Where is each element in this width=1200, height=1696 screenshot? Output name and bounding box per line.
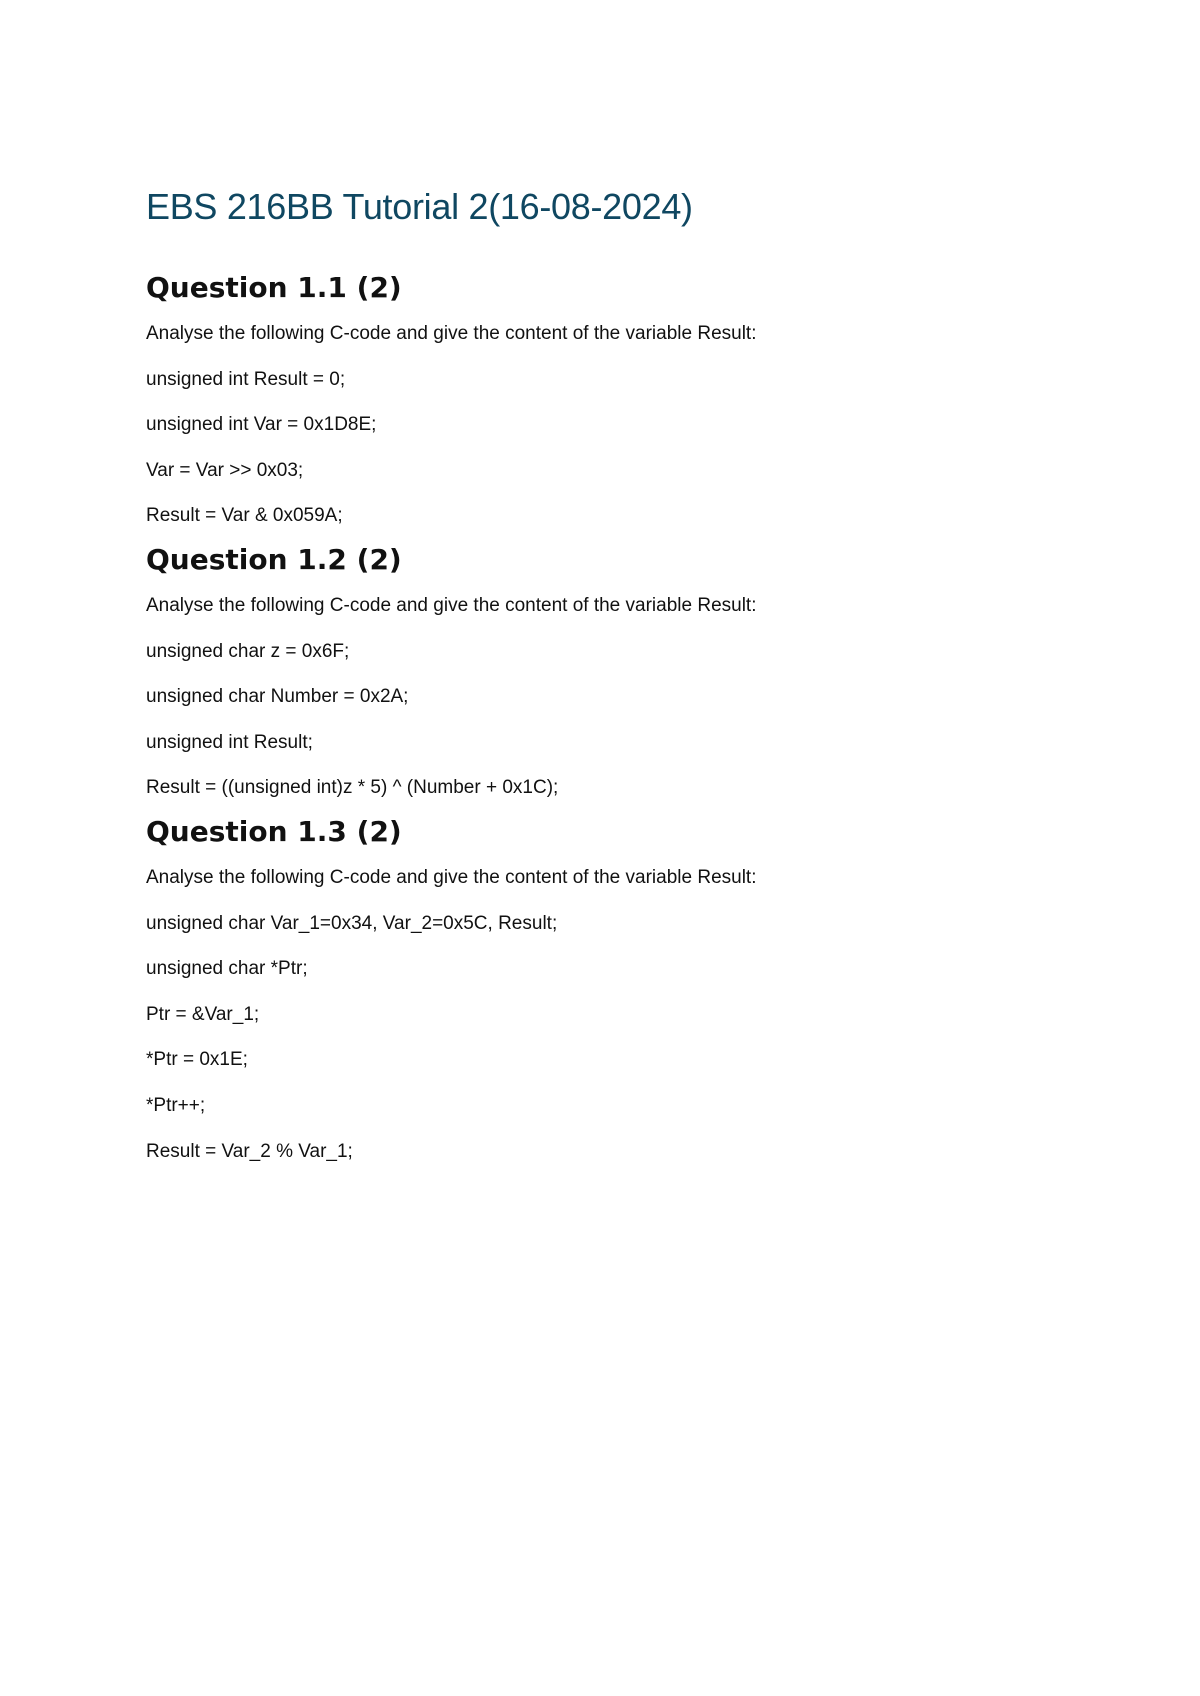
question-heading: Question 1.1 (2) [146, 271, 402, 304]
code-line: unsigned char Number = 0x2A; [146, 686, 409, 708]
code-line: unsigned char *Ptr; [146, 958, 308, 980]
code-line: unsigned char Var_1=0x34, Var_2=0x5C, Result; [146, 912, 558, 934]
code-line: *Ptr = 0x1E; [146, 1049, 248, 1071]
question-instruction: Analyse the following C-code and give the content of the variable Result: [146, 866, 757, 888]
code-line: unsigned char z = 0x6F; [146, 640, 350, 662]
code-line: Result = Var_2 % Var_1; [146, 1140, 353, 1162]
code-line: unsigned int Var = 0x1D8E; [146, 414, 377, 436]
question-1-2 [146, 543, 1106, 801]
code-line: Result = Var & 0x059A; [146, 505, 343, 527]
question-instruction: Analyse the following C-code and give the content of the variable Result: [146, 323, 757, 344]
code-line: Result = ((unsigned int)z * 5) ^ (Number + 0x1C); [146, 777, 559, 799]
question-1-3 [146, 815, 1106, 1165]
question-instruction: Analyse the following C-code and give the content of the variable Result: [146, 594, 757, 616]
question-1-1 [146, 271, 1106, 529]
code-line: Ptr = &Var_1; [146, 1003, 260, 1025]
question-heading: Question 1.3 (2) [146, 814, 402, 848]
code-line: Var = Var >> 0x03; [146, 459, 304, 481]
document-body [146, 183, 1106, 1184]
code-line: unsigned int Result; [146, 731, 313, 753]
code-line: unsigned int Result = 0; [146, 368, 346, 390]
code-line: *Ptr++; [146, 1094, 206, 1116]
question-heading: Question 1.2 (2) [146, 542, 402, 576]
document-title: EBS 216BB Tutorial 2(16-08-2024) [146, 186, 693, 227]
